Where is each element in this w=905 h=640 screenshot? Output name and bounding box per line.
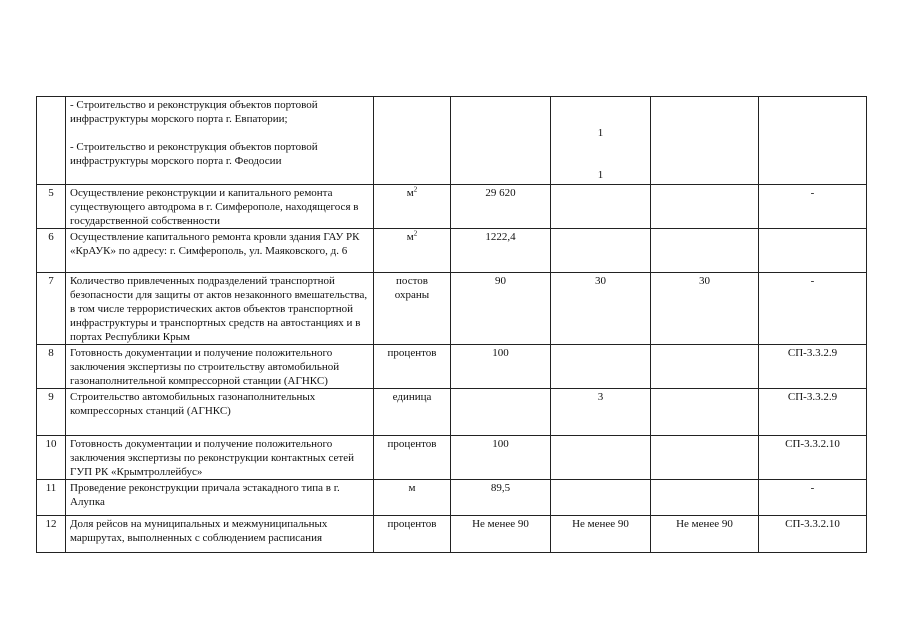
row-number: 10 xyxy=(37,436,66,480)
unit-text: м xyxy=(406,231,414,243)
row-unit: постов охраны xyxy=(374,273,451,345)
row-unit xyxy=(374,185,451,229)
row-value-3 xyxy=(651,97,759,185)
row-reference: - xyxy=(759,273,867,345)
table-row xyxy=(37,480,867,516)
unit-superscript: 2 xyxy=(413,185,418,194)
row-number: 11 xyxy=(37,480,66,516)
row-description xyxy=(66,97,374,185)
row-number: 12 xyxy=(37,516,66,553)
row-reference: СП-3.3.2.9 xyxy=(759,345,867,389)
table-row xyxy=(37,516,867,553)
row-value-2 xyxy=(551,345,651,389)
row-reference: СП-3.3.2.9 xyxy=(759,389,867,436)
description-item-evpatoria: - Строительство и реконструкция объектов портовой инфраструктуры морского порта г. Евпатории; xyxy=(70,99,318,125)
unit-superscript: 2 xyxy=(413,229,418,238)
row-description: Строительство автомобильных газонаполнительных компрессорных станций (АГНКС) xyxy=(66,389,374,436)
row-reference xyxy=(759,229,867,273)
row-value-2 xyxy=(551,480,651,516)
row-value-2 xyxy=(551,436,651,480)
row-value-1: 89,5 xyxy=(451,480,551,516)
row-description: Проведение реконструкции причала эстакадного типа в г. Алупка xyxy=(66,480,374,516)
table-row xyxy=(37,97,867,185)
row-reference: СП-3.3.2.10 xyxy=(759,516,867,553)
row-value-1: 1222,4 xyxy=(451,229,551,273)
row-value-2: 3 xyxy=(551,389,651,436)
value-evpatoria: 1 xyxy=(597,127,604,139)
row-unit: м xyxy=(374,480,451,516)
unit-text: м xyxy=(406,187,414,199)
row-unit: процентов xyxy=(374,436,451,480)
row-number xyxy=(37,97,66,185)
row-value-3 xyxy=(651,185,759,229)
row-unit: единица xyxy=(374,389,451,436)
table-row xyxy=(37,436,867,480)
value-feodosia: 1 xyxy=(597,169,604,181)
row-value-3 xyxy=(651,389,759,436)
row-value-1: 100 xyxy=(451,436,551,480)
row-value-2: 30 xyxy=(551,273,651,345)
row-value-3: Не менее 90 xyxy=(651,516,759,553)
row-value-3: 30 xyxy=(651,273,759,345)
row-unit xyxy=(374,229,451,273)
row-reference: - xyxy=(759,480,867,516)
row-value-2 xyxy=(551,97,651,185)
row-value-1: 100 xyxy=(451,345,551,389)
row-value-2 xyxy=(551,229,651,273)
row-number: 6 xyxy=(37,229,66,273)
row-reference: - xyxy=(759,185,867,229)
row-unit: процентов xyxy=(374,516,451,553)
row-value-1: 90 xyxy=(451,273,551,345)
row-value-3 xyxy=(651,436,759,480)
row-value-1: Не менее 90 xyxy=(451,516,551,553)
row-value-3 xyxy=(651,229,759,273)
row-description: Количество привлеченных подразделений транспортной безопасности для защиты от актов незаконного вмешательства, в том числе террористических актов объектов транспортной инфраструктуры и транспортных средств на автостанциях и в портах Республики Крым xyxy=(66,273,374,345)
indicator-table xyxy=(36,96,867,553)
row-value-1 xyxy=(451,389,551,436)
row-value-1: 29 620 xyxy=(451,185,551,229)
table-row xyxy=(37,273,867,345)
row-value-3 xyxy=(651,345,759,389)
table-row xyxy=(37,185,867,229)
row-description: Доля рейсов на муниципальных и межмуниципальных маршрутах, выполненных с соблюдением расписания xyxy=(66,516,374,553)
spacer xyxy=(70,126,369,140)
row-description: Осуществление капитального ремонта кровли здания ГАУ РК «КрАУК» по адресу: г. Симферополь, ул. Маяковского, д. 6 xyxy=(66,229,374,273)
table-row xyxy=(37,345,867,389)
row-value-2 xyxy=(551,185,651,229)
row-value-1 xyxy=(451,97,551,185)
row-number: 7 xyxy=(37,273,66,345)
row-unit: процентов xyxy=(374,345,451,389)
description-item-feodosia: - Строительство и реконструкция объектов портовой инфраструктуры морского порта г. Феодосии xyxy=(70,141,318,167)
row-description: Готовность документации и получение положительного заключения экспертизы по реконструкции контактных сетей ГУП РК «Крымтроллейбус» xyxy=(66,436,374,480)
row-value-2: Не менее 90 xyxy=(551,516,651,553)
row-number: 8 xyxy=(37,345,66,389)
row-description: Готовность документации и получение положительного заключения экспертизы по строительству автомобильной газонаполнительной компрессорной станции (АГНКС) xyxy=(66,345,374,389)
row-description: Осуществление реконструкции и капитального ремонта существующего автодрома в г. Симферополе, находящегося в государственной собственности xyxy=(66,185,374,229)
row-unit xyxy=(374,97,451,185)
table-row xyxy=(37,229,867,273)
row-reference: СП-3.3.2.10 xyxy=(759,436,867,480)
table-row xyxy=(37,389,867,436)
row-number: 5 xyxy=(37,185,66,229)
row-value-3 xyxy=(651,480,759,516)
row-reference xyxy=(759,97,867,185)
row-number: 9 xyxy=(37,389,66,436)
